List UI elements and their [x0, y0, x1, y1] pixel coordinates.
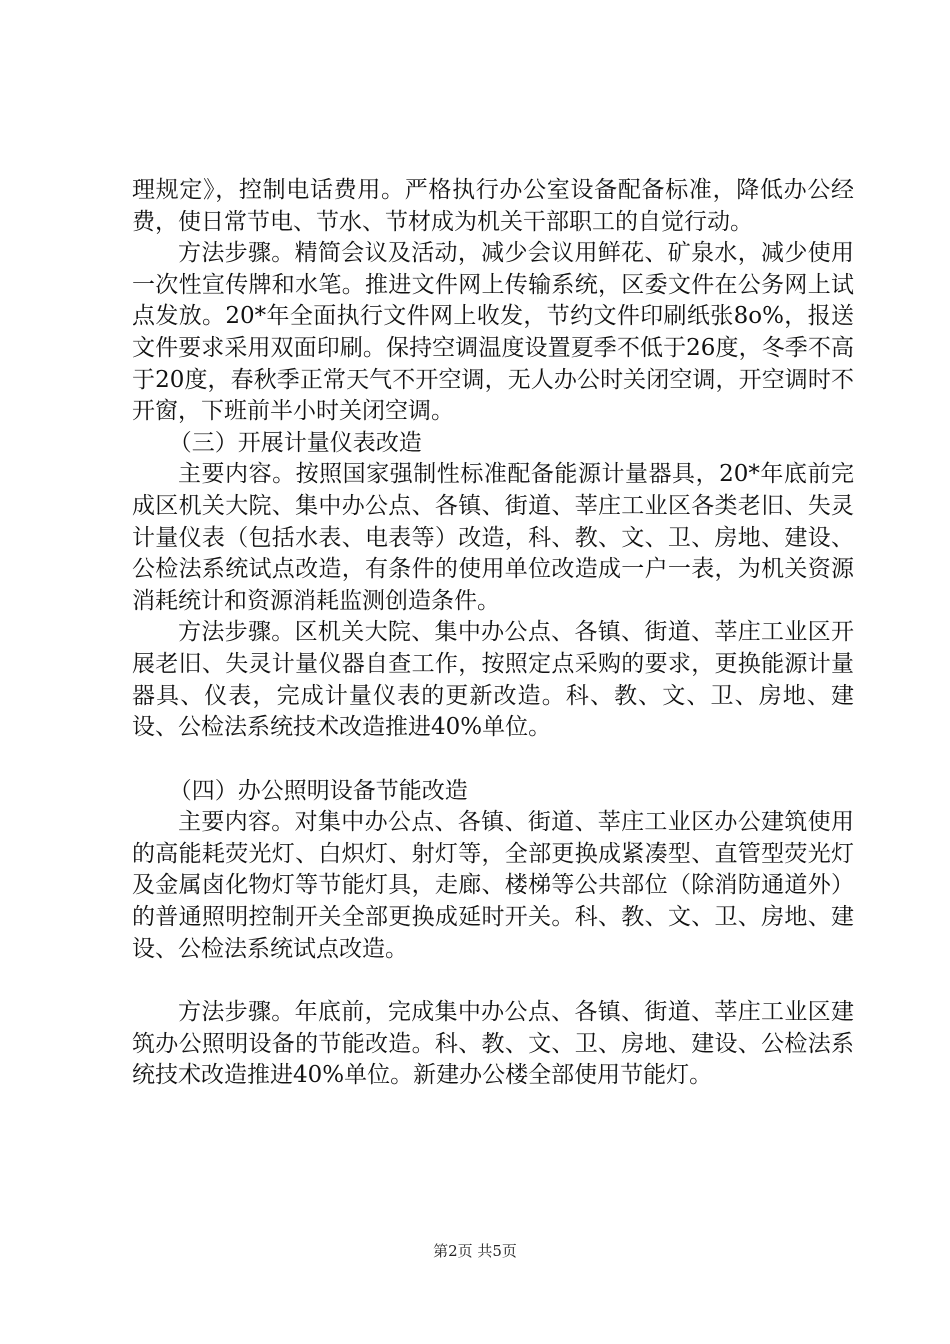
- spacer: [132, 965, 854, 997]
- page-footer: 第2页 共5页: [433, 1242, 517, 1260]
- paragraph-method-steps-4: 方法步骤。年底前，完成集中办公点、各镇、街道、莘庄工业区建筑办公照明设备的节能改造。科、教、文、卫、房地、建设、公检法系统技术改造推进40%单位。新建办公楼全部使用节能灯。: [132, 999, 854, 1089]
- paragraph-method-steps-2: 方法步骤。精简会议及活动，减少会议用鲜花、矿泉水，减少使用一次性宣传牌和水笔。推进文件网上传输系统，区委文件在公务网上试点发放。20*年全面执行文件网上收发，节约文件印刷纸张8o%，报送文件要求采用双面印刷。保持空调温度设置夏季不低于26度，冬季不高于20度，春秋季正常天气不开空调，无人办公时关闭空调，开空调时不开窗，下班前半小时关闭空调。: [132, 240, 854, 425]
- section-heading-3: （三）开展计量仪表改造: [168, 429, 422, 456]
- paragraph-main-content-4: 主要内容。对集中办公点、各镇、街道、莘庄工业区办公建筑使用的高能耗荧光灯、白炽灯、射灯等，全部更换成紧凑型、直管型荧光灯及金属卤化物灯等节能灯具，走廊、楼梯等公共部位（除消防通道外）的普通照明控制开关全部更换成延时开关。科、教、文、卫、房地、建设、公检法系统试点改造。: [132, 809, 854, 962]
- paragraph-continued: 理规定》，控制电话费用。严格执行办公室设备配备标准，降低办公经费，使日常节电、节水、节材成为机关干部职工的自觉行动。: [132, 177, 854, 235]
- paragraph-method-steps-3: 方法步骤。区机关大院、集中办公点、各镇、街道、莘庄工业区开展老旧、失灵计量仪器自查工作，按照定点采购的要求，更换能源计量器具、仪表，完成计量仪表的更新改造。科、教、文、卫、房地、建设、公检法系统技术改造推进40%单位。: [132, 619, 854, 741]
- spacer: [132, 744, 854, 776]
- document-body: [132, 175, 854, 1092]
- section-heading-4: （四）办公照明设备节能改造: [168, 777, 468, 804]
- paragraph-main-content-3: 主要内容。按照国家强制性标准配备能源计量器具，20*年底前完成区机关大院、集中办公点、各镇、街道、莘庄工业区各类老旧、失灵计量仪表（包括水表、电表等）改造，科、教、文、卫、房地、建设、公检法系统试点改造，有条件的使用单位改造成一户一表，为机关资源消耗统计和资源消耗监测创造条件。: [132, 461, 854, 614]
